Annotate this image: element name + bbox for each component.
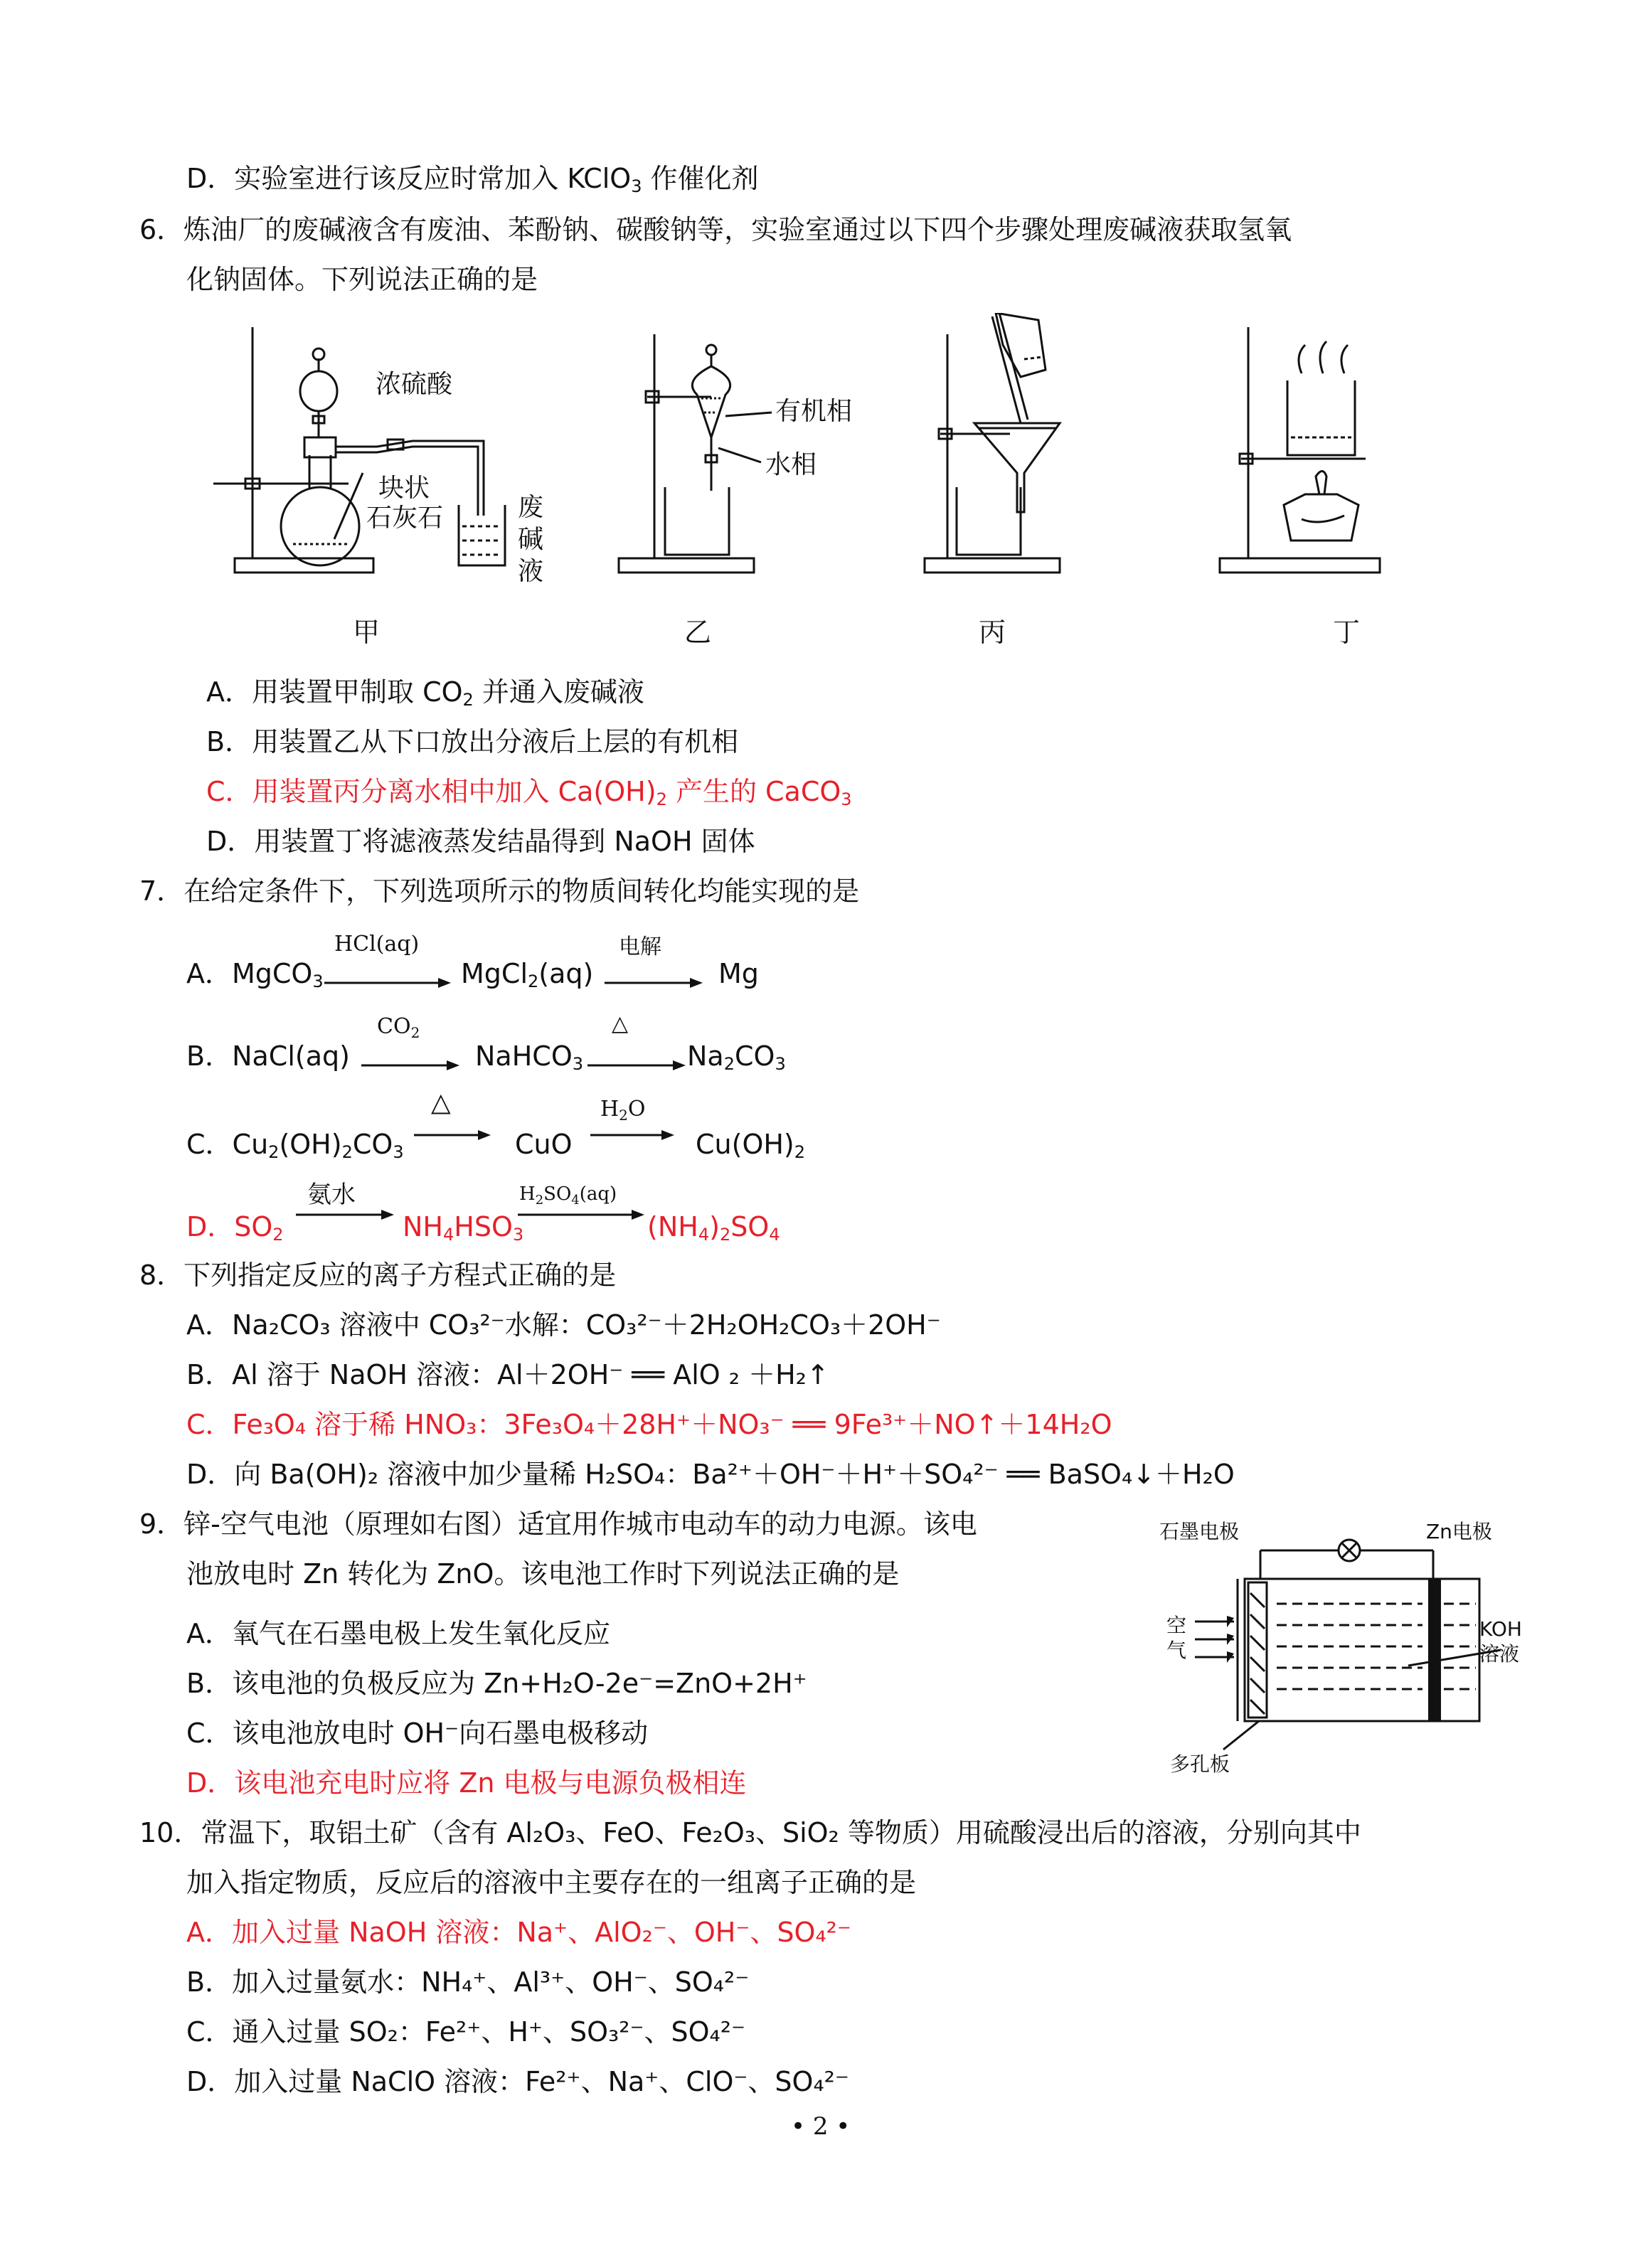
label-waste1: 废 (518, 493, 544, 522)
q7-c-arrow2 (590, 1128, 676, 1142)
q9-battery-figure (1152, 1508, 1522, 1778)
q7-b-mid: NaHCO$_3$ (475, 1040, 584, 1074)
q8-option-b: B．Al 溶于 NaOH 溶液：Al＋2OH⁻ ══ AlO ₂ ＋H₂↑ (186, 1359, 829, 1390)
q8-option-c-answer: C．Fe₃O₄ 溶于稀 HNO₃：3Fe₃O₄＋28H⁺＋NO₃⁻ ══ 9Fe³⁺＋NO↑＋14H₂O (186, 1409, 1112, 1440)
q6-stem-line2: 化钠固体。下列说法正确的是 (186, 264, 538, 295)
q7-c-cond1: △ (431, 1088, 451, 1117)
label-aqueous-phase: 水相 (765, 450, 817, 479)
q7-c-start: C．$Cu_2(OH)_2CO_3$ (186, 1129, 404, 1162)
q7-b-end: $Na_2CO_3$ (687, 1040, 786, 1074)
label-lump: 块状 (378, 474, 430, 503)
label-organic-phase: 有机相 (775, 397, 853, 426)
q9-option-c: C．该电池放电时 OH⁻向石墨电极移动 (186, 1718, 649, 1749)
q10-option-d: D．加入过量 NaClO 溶液：Fe²⁺、Na⁺、ClO⁻、SO₄²⁻ (186, 2066, 849, 2097)
label-ding: 丁 (1333, 617, 1361, 648)
q7-b-arrow2 (587, 1058, 687, 1072)
apparatus-ding (1220, 327, 1380, 573)
q9-stem-line1: 9．锌-空气电池（原理如右图）适宜用作城市电动车的动力电源。该电 (139, 1508, 977, 1540)
q7-a-mid: MgCl$_2$(aq) (461, 958, 594, 991)
q5-option-d: D．实验室进行该反应时常加入 KClO$_3$ 作催化剂 (186, 163, 759, 196)
label-limestone: 石灰石 (366, 504, 444, 533)
q8-stem: 8．下列指定反应的离子方程式正确的是 (139, 1260, 617, 1291)
q7-stem: 7．在给定条件下，下列选项所示的物质间转化均能实现的是 (139, 875, 860, 907)
q7-a-cond1: HCl(aq) (334, 932, 420, 957)
q7-d-arrow2 (518, 1208, 646, 1222)
q7-a-end: Mg (718, 958, 759, 989)
q9-option-a: A．氧气在石墨电极上发生氧化反应 (186, 1618, 610, 1649)
q10-option-b: B．加入过量氨水：NH₄⁺、Al³⁺、OH⁻、SO₄²⁻ (186, 1966, 750, 1998)
q8-option-d: D．向 Ba(OH)₂ 溶液中加少量稀 H₂SO₄：Ba²⁺＋OH⁻＋H⁺＋SO₄²⁻ ══ BaSO₄↓＋H₂O (186, 1459, 1235, 1490)
q7-b-arrow1 (361, 1058, 461, 1072)
q6-apparatus-figure (213, 313, 1437, 654)
q7-c-mid: CuO (515, 1129, 573, 1160)
label-yi: 乙 (684, 617, 712, 648)
label-solution: 溶液 (1479, 1642, 1520, 1666)
q7-a-cond2: 电解 (619, 935, 661, 959)
q7-d-cond1: 氨水 (307, 1181, 356, 1209)
q7-b-cond1: $CO_2$ (377, 1014, 420, 1041)
q8-option-a: A．Na₂CO₃ 溶液中 CO₃²⁻水解：CO₃²⁻＋2H₂OH₂CO₃＋2OH⁻ (186, 1309, 941, 1341)
q7-a-arrow1 (324, 976, 452, 990)
q9-option-b: B．该电池的负极反应为 Zn+H₂O-2e⁻=ZnO+2H⁺ (186, 1668, 807, 1699)
label-porous-plate: 多孔板 (1170, 1752, 1230, 1776)
q7-d-mid: $NH_4HSO_3$ (403, 1211, 524, 1245)
q7-d-arrow1 (296, 1208, 395, 1222)
q7-d-cond2: $H_2SO_4(aq)$ (519, 1183, 617, 1208)
q10-option-a-answer: A．加入过量 NaOH 溶液：Na⁺、AlO₂⁻、OH⁻、SO₄²⁻ (186, 1917, 851, 1948)
q7-a-arrow2 (605, 976, 704, 990)
q7-b-cond2: △ (612, 1011, 629, 1036)
label-conc-sulfuric-acid: 浓硫酸 (376, 370, 453, 399)
q6-option-d: D．用装置丁将滤液蒸发结晶得到 NaOH 固体 (206, 826, 755, 857)
q7-c-arrow1 (414, 1128, 492, 1142)
label-air2: 气 (1166, 1639, 1187, 1662)
q10-stem-line2: 加入指定物质，反应后的溶液中主要存在的一组离子正确的是 (186, 1867, 917, 1898)
apparatus-jia (213, 327, 505, 573)
q10-option-c: C．通入过量 SO₂：Fe²⁺、H⁺、SO₃²⁻、SO₄²⁻ (186, 2016, 746, 2048)
apparatus-yi (619, 334, 772, 573)
q6-option-a: A．用装置甲制取 $CO_2$ 并通入废碱液 (206, 676, 644, 710)
label-waste2: 碱 (518, 525, 544, 554)
q6-option-c-answer: C．用装置丙分离水相中加入 $Ca(OH)_2$ 产生的 CaCO$_3$ (206, 776, 852, 809)
apparatus-bing (925, 313, 1060, 573)
q7-d-start-answer: D．$SO_2$ (186, 1211, 284, 1245)
label-koh: KOH (1479, 1617, 1522, 1641)
label-bing: 丙 (979, 617, 1006, 648)
q7-a-start: A．MgCO$_3$ (186, 958, 324, 991)
q7-d-end: $(NH_4)_2SO_4$ (647, 1211, 780, 1245)
q10-stem-line1: 10．常温下，取铝土矿（含有 Al₂O₃、FeO、Fe₂O₃、SiO₂ 等物质）用硫酸浸出后的溶液，分别向其中 (139, 1817, 1361, 1848)
q9-option-d-answer: D．该电池充电时应将 Zn 电极与电源负极相连 (186, 1767, 747, 1799)
label-waste3: 液 (518, 557, 544, 586)
q7-c-cond2: $H_2O$ (600, 1097, 646, 1124)
q6-option-b: B．用装置乙从下口放出分液后上层的有机相 (206, 726, 739, 757)
label-graphite-electrode: 石墨电极 (1159, 1520, 1240, 1543)
label-jia: 甲 (353, 617, 381, 648)
q7-b-start: B．NaCl(aq) (186, 1040, 350, 1072)
q6-stem-line1: 6．炼油厂的废碱液含有废油、苯酚钠、碳酸钠等，实验室通过以下四个步骤处理废碱液获取氢氧 (139, 214, 1292, 245)
label-zn-electrode: Zn电极 (1426, 1520, 1492, 1543)
label-air1: 空 (1166, 1614, 1187, 1637)
q7-c-end: $Cu(OH)_2$ (696, 1129, 806, 1162)
q9-stem-line2: 池放电时 Zn 转化为 ZnO。该电池工作时下列说法正确的是 (186, 1558, 900, 1590)
page-number: • 2 • (791, 2112, 851, 2141)
